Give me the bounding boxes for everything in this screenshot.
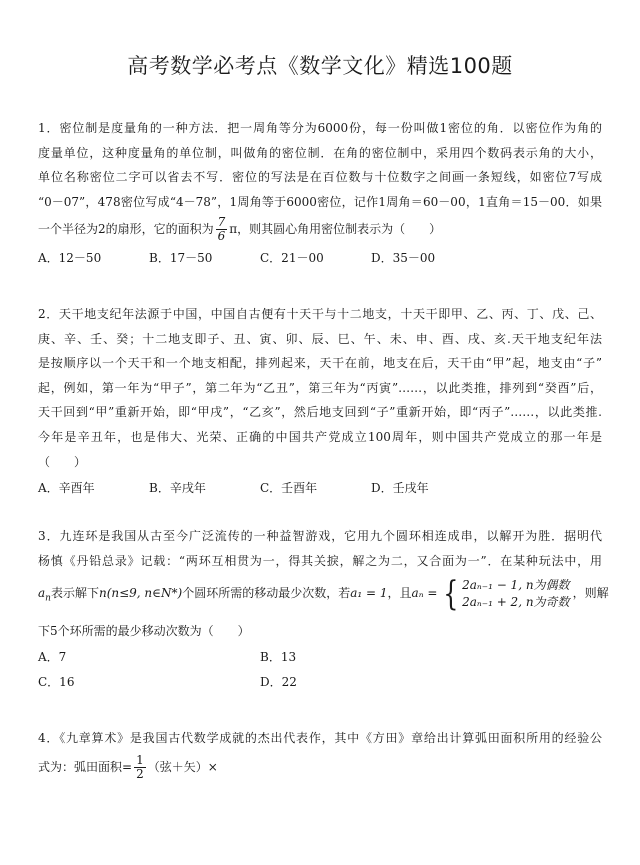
question-2-options: [38, 476, 602, 501]
left-brace-icon: {: [443, 573, 459, 614]
question-4-line-2: [38, 751, 602, 783]
question-1-line-5: [38, 214, 602, 244]
question-1: [38, 116, 602, 271]
question-1-line-5-tail: π，则其圆心角用密位制表示为（ ）: [229, 222, 442, 237]
piecewise-cases: [462, 577, 569, 611]
option-a[interactable]: A．辛酉年: [38, 481, 95, 496]
q3-text-b: 个圆环所需的移动最少次数，若: [182, 586, 351, 601]
option-c[interactable]: C．21－00: [260, 251, 324, 266]
option-a[interactable]: A．12－50: [38, 251, 102, 266]
question-2-line-4: 起，例如，第一年为“甲子”，第二年为“乙丑”，第三年为“丙寅”……，以此类推，排列到“癸酉”后，: [38, 380, 602, 395]
fraction-denominator: 2: [136, 766, 144, 781]
question-2-line-6: 今年是辛丑年，也是伟大、光荣、正确的中国共产党成立100周年，则中国共产党成立的那一年是: [38, 429, 602, 444]
case-even: 2aₙ₋₁ − 1, n为偶数: [462, 577, 570, 592]
question-2-line-1: 2．天干地支纪年法源于中国，中国自古便有十天干与十二地支，十天干即甲、乙、丙、丁、戊、己、: [38, 307, 602, 321]
question-2-line-3: 是按顺序以一个天干和一个地支相配，排列起来，天干在前，地支在后，天干由“甲”起，地支由“子”: [38, 356, 602, 371]
option-b[interactable]: B．17－50: [149, 251, 213, 266]
fraction-numerator: 1: [136, 752, 144, 767]
q3-text-d: ，则解: [572, 586, 609, 601]
question-2-line-5: 天干回到“甲”重新开始，即“甲戌”，“乙亥”，然后地支回到“子”重新开始，即“丙子”……，以此类推.: [38, 405, 602, 420]
question-3-line-2: 杨慎《丹铅总录》记载：“两环互相贯为一，得其关捩，解之为二，又合面为一”．在某种玩法中，用: [38, 553, 602, 568]
q3-text-c: ，且: [387, 586, 412, 601]
question-1-line-2: 度量单位，这种度量角的单位制，叫做角的密位制．在角的密位制中，采用四个数码表示角的大小，: [38, 145, 602, 160]
question-3-options-row-1: [38, 645, 602, 670]
case-odd: 2aₙ₋₁ + 2, n为奇数: [462, 594, 570, 609]
math-subscript-n: n: [45, 593, 51, 604]
question-4-line-2-text: 式为：弧田面积=: [38, 759, 133, 774]
q3-text-a: 表示解下: [50, 586, 99, 601]
question-1-line-1: 1．密位制是度量角的一种方法．把一周角等分为6000份，每一份叫做1密位的角．以密位作为角的: [38, 121, 602, 135]
question-4: [38, 726, 602, 783]
question-3-line-3: [38, 573, 609, 618]
option-d[interactable]: D．35－00: [371, 251, 436, 266]
question-2: [38, 302, 602, 501]
question-1-line-4: “0－07”，478密位写成“4－78”，1周角等于6000密位，记作1周角＝60－00，1直角＝15－00．如果: [38, 194, 602, 209]
fraction-denominator: 6: [217, 229, 226, 244]
option-b[interactable]: B．辛戌年: [149, 481, 206, 496]
question-3: [38, 524, 609, 694]
math-a: a: [38, 586, 46, 601]
fraction-1-2: [134, 754, 146, 781]
question-4-line-1: 4．《九章算术》是我国古代数学成就的杰出代表作，其中《方田》章给出计算弧田面积所用的经验公: [38, 731, 602, 745]
question-4-line-2-tail: （弦＋矢）×: [147, 759, 218, 774]
option-c[interactable]: C．壬酉年: [260, 481, 318, 496]
page-title: 高考数学必考点《数学文化》精选100题: [127, 54, 513, 78]
question-3-options-row-2: [38, 670, 602, 695]
option-d[interactable]: D．22: [260, 674, 297, 689]
option-d[interactable]: D．壬戌年: [371, 481, 429, 496]
option-b[interactable]: B．13: [260, 650, 297, 665]
piecewise-definition: [440, 573, 570, 614]
question-2-line-7: （ ）: [38, 454, 87, 469]
question-1-line-3: 单位名称密位二字可以省去不写．密位的写法是在百位数与十位数字之间画一条短线，如密位7写成: [38, 170, 602, 185]
question-2-line-2: 庚、辛、壬、癸；十二地支即子、丑、寅、卯、辰、巳、午、未、申、酉、戌、亥.天干地支纪年法: [38, 331, 602, 346]
question-3-line-1: 3．九连环是我国从古至今广泛流传的一种益智游戏，它用九个圆环相连成串，以解开为胜．据明代: [38, 529, 602, 543]
math-an-equals: aₙ =: [411, 586, 438, 601]
question-1-line-5-text: 一个半径为2的扇形，它的面积为: [38, 222, 214, 237]
question-3-line-4: 下5个环所需的最少移动次数为（ ）: [38, 623, 250, 638]
math-n-condition: n(n≤9, n∈N*): [98, 586, 183, 601]
option-c[interactable]: C．16: [38, 674, 75, 689]
fraction-numerator: 7: [217, 215, 226, 230]
math-a1-equals-1: a₁ = 1: [350, 586, 388, 601]
question-1-options: [38, 246, 602, 271]
option-a[interactable]: A．7: [38, 650, 67, 665]
fraction-7-6: [216, 216, 228, 243]
